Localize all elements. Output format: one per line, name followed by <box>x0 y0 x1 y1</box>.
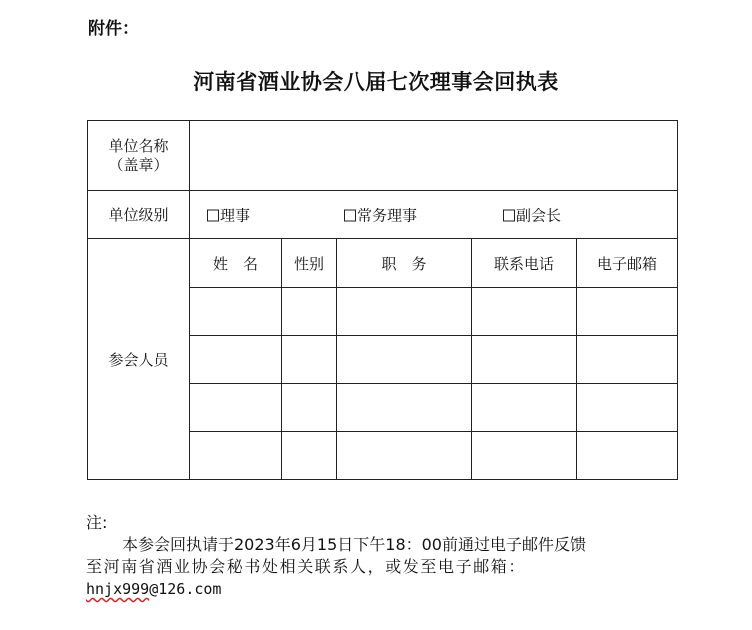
notes-label: 注: <box>86 513 108 532</box>
checkbox-icon[interactable] <box>207 209 219 221</box>
column-header-position: 职 务 <box>337 239 472 288</box>
attendee-email-cell[interactable] <box>577 288 678 336</box>
attendee-phone-cell[interactable] <box>472 336 577 384</box>
attendee-name-cell[interactable] <box>190 432 282 480</box>
attendee-position-cell[interactable] <box>337 336 472 384</box>
unit-name-row <box>88 121 678 191</box>
attendee-gender-cell[interactable] <box>282 432 337 480</box>
attendee-position-cell[interactable] <box>337 288 472 336</box>
email-username: hnjx999 <box>86 580 150 598</box>
attendee-header-row <box>88 239 678 288</box>
unit-level-label: 单位级别 <box>88 191 190 239</box>
page-title: 河南省酒业协会八届七次理事会回执表 <box>193 70 559 94</box>
attendee-phone-cell[interactable] <box>472 432 577 480</box>
attendee-position-cell[interactable] <box>337 432 472 480</box>
level-option-executive-director[interactable]: 常务理事 <box>344 204 417 225</box>
attachment-label: 附件： <box>88 19 139 39</box>
column-header-gender: 性别 <box>282 239 337 288</box>
attendee-phone-cell[interactable] <box>472 288 577 336</box>
column-header-email: 电子邮箱 <box>577 239 678 288</box>
column-header-name: 姓 名 <box>190 239 282 288</box>
attendee-position-cell[interactable] <box>337 384 472 432</box>
attendees-label: 参会人员 <box>88 239 190 480</box>
checkbox-icon[interactable] <box>503 209 515 221</box>
unit-level-row <box>88 191 678 239</box>
attendee-gender-cell[interactable] <box>282 288 337 336</box>
notes-line: 本参会回执请于2023年6月15日下午18：00前通过电子邮件反馈 <box>122 535 586 554</box>
contact-email <box>86 578 586 600</box>
notes-line: 至河南省酒业协会秘书处相关联系人，或发至电子邮箱： <box>86 557 527 576</box>
unit-name-label: 单位名称 （盖章） <box>88 121 190 191</box>
checkbox-icon[interactable] <box>344 209 356 221</box>
level-option-director[interactable]: 理事 <box>207 204 250 225</box>
attendee-name-cell[interactable] <box>190 384 282 432</box>
attendee-email-cell[interactable] <box>577 432 678 480</box>
email-domain: @126.com <box>149 580 222 598</box>
unit-level-options <box>190 191 678 239</box>
attendee-name-cell[interactable] <box>190 336 282 384</box>
reply-form-table <box>87 120 678 480</box>
unit-name-field[interactable] <box>190 121 678 191</box>
notes-section <box>86 512 586 600</box>
attendee-name-cell[interactable] <box>190 288 282 336</box>
level-option-vice-president[interactable]: 副会长 <box>503 204 561 225</box>
attendee-email-cell[interactable] <box>577 384 678 432</box>
attendee-gender-cell[interactable] <box>282 384 337 432</box>
column-header-phone: 联系电话 <box>472 239 577 288</box>
attendee-gender-cell[interactable] <box>282 336 337 384</box>
attendee-email-cell[interactable] <box>577 336 678 384</box>
attendee-phone-cell[interactable] <box>472 384 577 432</box>
